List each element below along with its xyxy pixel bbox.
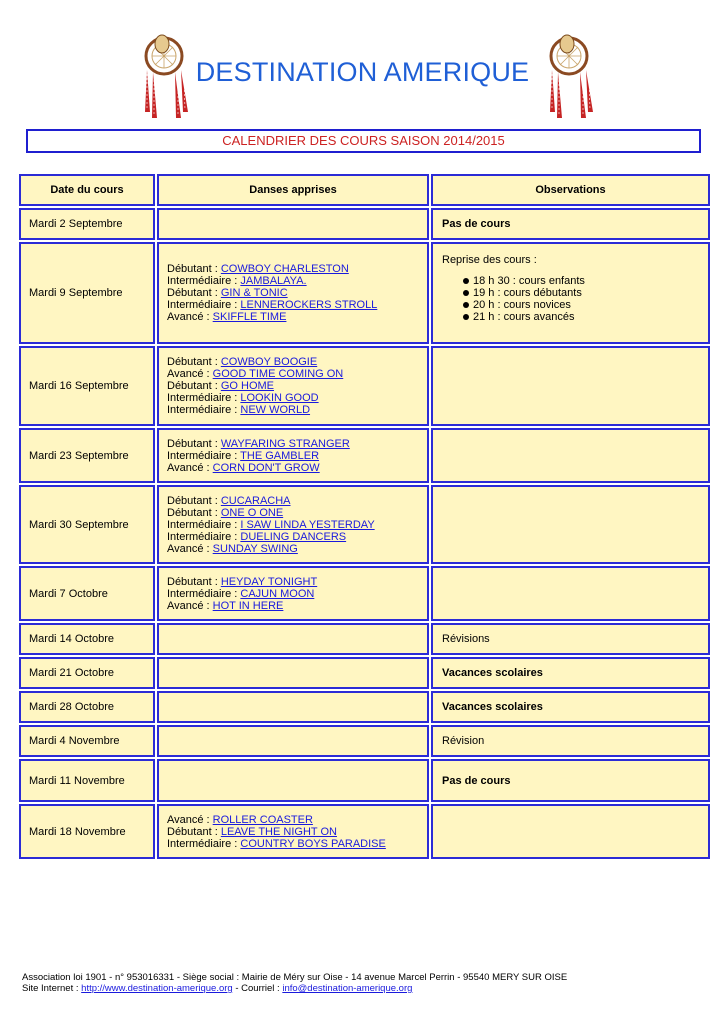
dance-line bbox=[167, 495, 427, 507]
footer-site-label: Site Internet : bbox=[22, 983, 82, 994]
schedule-item bbox=[464, 287, 708, 299]
dance-line bbox=[167, 543, 427, 555]
dance-line bbox=[167, 507, 427, 519]
row-dances bbox=[157, 242, 429, 344]
dance-line bbox=[167, 368, 427, 380]
row-observations: Révision bbox=[431, 725, 710, 757]
bullet-icon bbox=[463, 302, 469, 308]
row-dances bbox=[157, 566, 429, 621]
row-observations: Vacances scolaires bbox=[431, 691, 710, 723]
row-observations bbox=[431, 242, 710, 344]
dance-link[interactable]: COWBOY BOOGIE bbox=[220, 356, 318, 368]
row-observations: Révisions bbox=[431, 623, 710, 655]
dance-level: Intermédiaire : bbox=[167, 518, 241, 531]
dance-line bbox=[167, 404, 427, 416]
dance-line bbox=[167, 462, 427, 474]
dance-link[interactable]: COUNTRY BOYS PARADISE bbox=[240, 837, 386, 850]
dance-link[interactable]: HOT IN HERE bbox=[212, 599, 284, 612]
dance-link[interactable]: CUCARACHA bbox=[220, 494, 291, 507]
row-date: Mardi 18 Novembre bbox=[19, 804, 155, 859]
dance-line bbox=[167, 576, 427, 588]
email-link[interactable]: info@destination-amerique.org bbox=[282, 983, 413, 994]
schedule-item bbox=[464, 311, 708, 323]
reprise-title: Reprise des cours : bbox=[442, 254, 537, 266]
dance-line bbox=[167, 519, 427, 531]
row-dances bbox=[157, 657, 429, 689]
row-observations bbox=[431, 485, 710, 564]
row-observations bbox=[431, 428, 710, 483]
column-header: Observations bbox=[431, 174, 710, 206]
dance-level: Intermédiaire : bbox=[167, 275, 241, 287]
dance-line bbox=[167, 287, 427, 299]
schedule-text: 18 h 30 : cours enfants bbox=[473, 275, 585, 287]
dance-link[interactable]: GOOD TIME COMING ON bbox=[212, 368, 344, 380]
row-date: Mardi 7 Octobre bbox=[19, 566, 155, 621]
row-date: Mardi 21 Octobre bbox=[19, 657, 155, 689]
dance-line bbox=[167, 275, 427, 287]
schedule-text: 21 h : cours avancés bbox=[473, 311, 575, 323]
row-observations bbox=[431, 566, 710, 621]
row-date: Mardi 4 Novembre bbox=[19, 725, 155, 757]
dance-line bbox=[167, 299, 427, 311]
dance-line bbox=[167, 356, 427, 368]
row-observations bbox=[431, 804, 710, 859]
row-dances bbox=[157, 623, 429, 655]
column-header: Date du cours bbox=[19, 174, 155, 206]
website-link[interactable]: http://www.destination-amerique.org bbox=[81, 983, 233, 994]
dance-level: Avancé : bbox=[167, 599, 213, 612]
dance-link[interactable]: LENNEROCKERS STROLL bbox=[240, 299, 378, 311]
row-date: Mardi 11 Novembre bbox=[19, 759, 155, 802]
dance-line bbox=[167, 311, 427, 323]
dance-line bbox=[167, 450, 427, 462]
dance-level: Avancé : bbox=[167, 368, 213, 380]
row-date: Mardi 9 Septembre bbox=[19, 242, 155, 344]
dance-level: Avancé : bbox=[167, 542, 213, 555]
dance-link[interactable]: LOOKIN GOOD bbox=[240, 392, 319, 404]
dance-level: Débutant : bbox=[167, 494, 221, 507]
footer-association: Association loi 1901 - n° 953016331 - Siège social : Mairie de Méry sur Oise - 14 avenue Marcel Perrin - 95540 MERY SUR OISE bbox=[22, 972, 568, 983]
calendar-subtitle: CALENDRIER DES COURS SAISON 2014/2015 bbox=[26, 129, 701, 153]
dance-link[interactable]: SUNDAY SWING bbox=[212, 542, 298, 555]
row-date: Mardi 30 Septembre bbox=[19, 485, 155, 564]
row-dances bbox=[157, 485, 429, 564]
dance-line bbox=[167, 392, 427, 404]
footer bbox=[22, 972, 567, 994]
schedule-text: 20 h : cours novices bbox=[473, 299, 571, 311]
dance-level: Intermédiaire : bbox=[167, 392, 241, 404]
dance-line bbox=[167, 263, 427, 275]
bullet-icon bbox=[463, 278, 469, 284]
dance-level: Avancé : bbox=[167, 461, 213, 474]
dance-line bbox=[167, 531, 427, 543]
dance-link[interactable]: WAYFARING STRANGER bbox=[220, 437, 350, 450]
row-dances bbox=[157, 804, 429, 859]
dance-link[interactable]: THE GAMBLER bbox=[240, 449, 320, 462]
dance-level: Débutant : bbox=[167, 287, 221, 299]
dance-level: Débutant : bbox=[167, 263, 221, 275]
row-observations: Pas de cours bbox=[431, 208, 710, 240]
column-header: Danses apprises bbox=[157, 174, 429, 206]
dance-line bbox=[167, 600, 427, 612]
dance-level: Débutant : bbox=[167, 356, 221, 368]
dance-link[interactable]: LEAVE THE NIGHT ON bbox=[220, 825, 337, 838]
row-date: Mardi 23 Septembre bbox=[19, 428, 155, 483]
dance-link[interactable]: CAJUN MOON bbox=[240, 587, 315, 600]
dance-link[interactable]: DUELING DANCERS bbox=[240, 530, 347, 543]
schedule-item bbox=[464, 299, 708, 311]
schedule-item bbox=[464, 275, 708, 287]
dance-link[interactable]: GIN & TONIC bbox=[220, 287, 288, 299]
schedule-list bbox=[442, 275, 708, 323]
footer-mail-label: - Courriel : bbox=[232, 983, 283, 994]
dance-line bbox=[167, 380, 427, 392]
dance-level: Avancé : bbox=[167, 813, 213, 826]
dance-link[interactable]: COWBOY CHARLESTON bbox=[220, 263, 349, 275]
dance-level: Intermédiaire : bbox=[167, 587, 241, 600]
row-dances bbox=[157, 725, 429, 757]
bullet-icon bbox=[463, 314, 469, 320]
row-observations: Pas de cours bbox=[431, 759, 710, 802]
dance-line bbox=[167, 814, 427, 826]
dance-level: Intermédiaire : bbox=[167, 404, 241, 416]
dance-link[interactable]: NEW WORLD bbox=[240, 404, 311, 416]
dance-link[interactable]: CORN DON'T GROW bbox=[212, 461, 320, 474]
dance-link[interactable]: I SAW LINDA YESTERDAY bbox=[240, 518, 375, 531]
dance-link[interactable]: ROLLER COASTER bbox=[212, 813, 313, 826]
row-dances bbox=[157, 428, 429, 483]
dance-link[interactable]: HEYDAY TONIGHT bbox=[220, 575, 318, 588]
dance-level: Débutant : bbox=[167, 575, 221, 588]
dance-level: Débutant : bbox=[167, 437, 221, 450]
dance-link[interactable]: ONE O ONE bbox=[220, 506, 284, 519]
dance-level: Débutant : bbox=[167, 506, 221, 519]
dance-level: Intermédiaire : bbox=[167, 530, 241, 543]
dance-line bbox=[167, 826, 427, 838]
dance-level: Débutant : bbox=[167, 380, 221, 392]
row-date: Mardi 28 Octobre bbox=[19, 691, 155, 723]
dance-line bbox=[167, 588, 427, 600]
dance-level: Débutant : bbox=[167, 825, 221, 838]
row-dances bbox=[157, 759, 429, 802]
dance-link[interactable]: JAMBALAYA. bbox=[240, 275, 307, 287]
dance-level: Intermédiaire : bbox=[167, 449, 241, 462]
dance-level: Intermédiaire : bbox=[167, 299, 241, 311]
dance-link[interactable]: GO HOME bbox=[220, 380, 274, 392]
row-observations: Vacances scolaires bbox=[431, 657, 710, 689]
footer-contact bbox=[22, 983, 567, 994]
bullet-icon bbox=[463, 290, 469, 296]
row-date: Mardi 2 Septembre bbox=[19, 208, 155, 240]
row-observations bbox=[431, 346, 710, 426]
dance-level: Intermédiaire : bbox=[167, 837, 241, 850]
dance-link[interactable]: SKIFFLE TIME bbox=[212, 311, 287, 323]
row-dances bbox=[157, 208, 429, 240]
row-dances bbox=[157, 346, 429, 426]
dance-line bbox=[167, 838, 427, 850]
page-title: DESTINATION AMERIQUE bbox=[195, 57, 530, 87]
row-date: Mardi 14 Octobre bbox=[19, 623, 155, 655]
dance-line bbox=[167, 438, 427, 450]
schedule-text: 19 h : cours débutants bbox=[473, 287, 582, 299]
dance-level: Avancé : bbox=[167, 311, 213, 323]
row-date: Mardi 16 Septembre bbox=[19, 346, 155, 426]
row-dances bbox=[157, 691, 429, 723]
